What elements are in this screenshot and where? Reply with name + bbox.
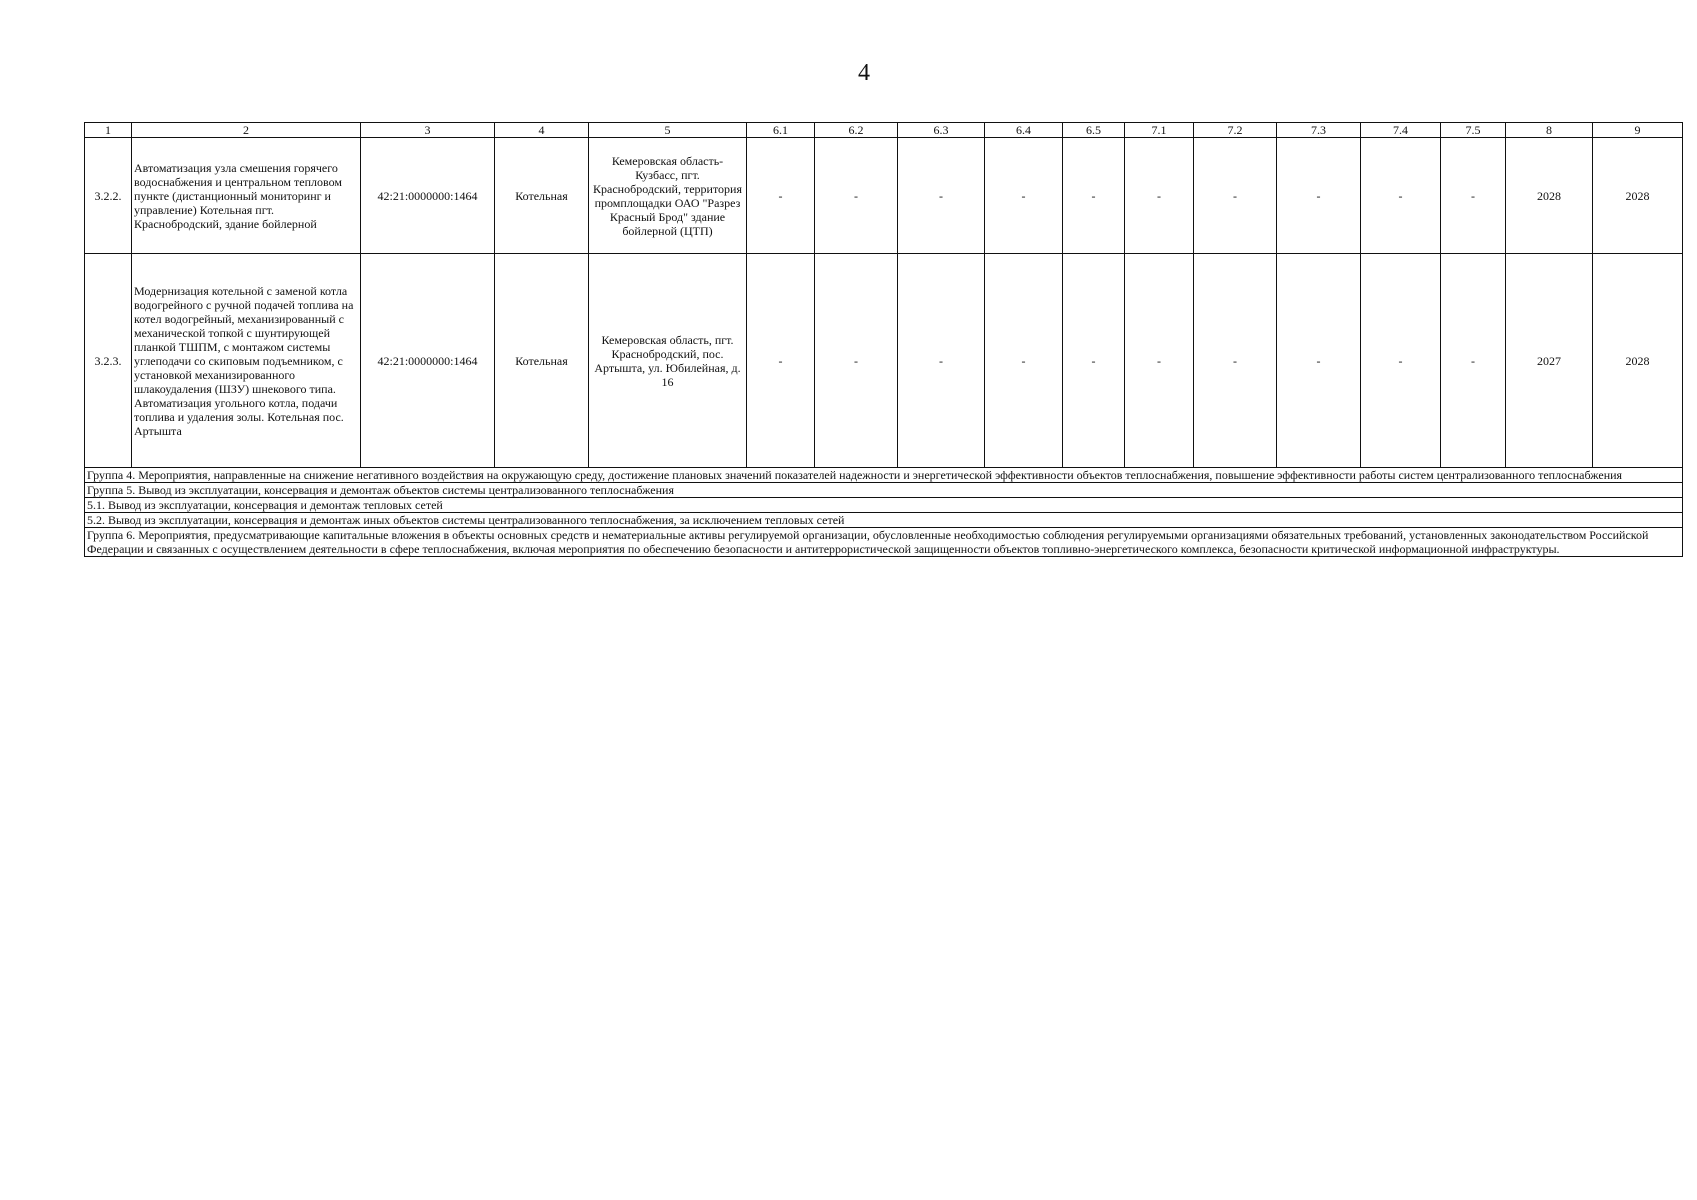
row-cadastral: 42:21:0000000:1464 xyxy=(361,138,495,254)
header-cell: 9 xyxy=(1593,123,1683,138)
row-cell: - xyxy=(1441,254,1506,468)
header-cell: 6.4 xyxy=(985,123,1063,138)
row-description: Модернизация котельной с заменой котла водогрейного с ручной подачей топлива на котел водогрейный, механизированный с механической топкой с шунтирующей планкой ТШПМ, с монтажом системы углеподачи со скиповым подъемником, с установкой механизированного шлакоудаления (ШЗУ) шнекового типа. Автоматизация угольного котла, подачи топлива и удаления золы. Котельная пос. Артышта xyxy=(132,254,361,468)
group-5-text: Группа 5. Вывод из эксплуатации, консервация и демонтаж объектов системы централизованного теплоснабжения xyxy=(85,483,1683,498)
row-cell: - xyxy=(898,254,985,468)
page-number: 4 xyxy=(858,60,870,86)
header-cell: 3 xyxy=(361,123,495,138)
row-cell: - xyxy=(898,138,985,254)
row-cell: - xyxy=(1277,254,1361,468)
group-row xyxy=(85,483,1683,498)
table-row xyxy=(85,138,1683,254)
row-year-start: 2028 xyxy=(1506,138,1593,254)
row-address: Кемеровская область, пгт. Краснобродский, пос. Артышта, ул. Юбилейная, д. 16 xyxy=(589,254,747,468)
header-cell: 8 xyxy=(1506,123,1593,138)
header-cell: 5 xyxy=(589,123,747,138)
row-cell: - xyxy=(1063,254,1125,468)
row-year-end: 2028 xyxy=(1593,254,1683,468)
header-cell: 7.2 xyxy=(1194,123,1277,138)
row-address: Кемеровская область-Кузбасс, пгт. Краснобродский, территория промплощадки ОАО "Разрез Красный Брод" здание бойлерной (ЦТП) xyxy=(589,138,747,254)
header-cell: 4 xyxy=(495,123,589,138)
measures-table xyxy=(84,122,1683,557)
header-cell: 6.3 xyxy=(898,123,985,138)
table-row xyxy=(85,254,1683,468)
row-cell: - xyxy=(1361,138,1441,254)
header-cell: 6.5 xyxy=(1063,123,1125,138)
row-cell: - xyxy=(747,254,815,468)
row-cell: - xyxy=(747,138,815,254)
header-cell: 6.1 xyxy=(747,123,815,138)
group-row xyxy=(85,528,1683,557)
row-number: 3.2.3. xyxy=(85,254,132,468)
row-number: 3.2.2. xyxy=(85,138,132,254)
row-cell: - xyxy=(985,138,1063,254)
row-year-start: 2027 xyxy=(1506,254,1593,468)
header-cell: 7.1 xyxy=(1125,123,1194,138)
group-row xyxy=(85,498,1683,513)
row-cell: - xyxy=(1441,138,1506,254)
group-5-1-text: 5.1. Вывод из эксплуатации, консервация и демонтаж тепловых сетей xyxy=(85,498,1683,513)
header-row xyxy=(85,123,1683,138)
header-cell: 1 xyxy=(85,123,132,138)
header-cell: 6.2 xyxy=(815,123,898,138)
row-year-end: 2028 xyxy=(1593,138,1683,254)
header-cell: 7.4 xyxy=(1361,123,1441,138)
group-6-text: Группа 6. Мероприятия, предусматривающие капитальные вложения в объекты основных средств и нематериальные активы регулируемой организации, обусловленные необходимостью соблюдения регулируемыми организациями обязательных требований, установленных законодательством Российской Федерации и связанных с осуществлением деятельности в сфере теплоснабжения, включая мероприятия по обеспечению безопасности и антитеррористической защищенности объектов топливно-энергетического комплекса, безопасности критической информационной инфраструктуры. xyxy=(85,528,1683,557)
row-cadastral: 42:21:0000000:1464 xyxy=(361,254,495,468)
row-description: Автоматизация узла смешения горячего водоснабжения и центральном тепловом пункте (дистанционный мониторинг и управление) Котельная пгт. Краснобродский, здание бойлерной xyxy=(132,138,361,254)
header-cell: 2 xyxy=(132,123,361,138)
row-cell: - xyxy=(1277,138,1361,254)
row-object: Котельная xyxy=(495,138,589,254)
row-cell: - xyxy=(1125,254,1194,468)
row-cell: - xyxy=(1125,138,1194,254)
group-row xyxy=(85,513,1683,528)
row-cell: - xyxy=(1361,254,1441,468)
row-cell: - xyxy=(1194,254,1277,468)
row-cell: - xyxy=(815,254,898,468)
row-cell: - xyxy=(815,138,898,254)
row-cell: - xyxy=(1194,138,1277,254)
group-5-2-text: 5.2. Вывод из эксплуатации, консервация и демонтаж иных объектов системы централизованного теплоснабжения, за исключением тепловых сетей xyxy=(85,513,1683,528)
group-row xyxy=(85,468,1683,483)
group-4-text: Группа 4. Мероприятия, направленные на снижение негативного воздействия на окружающую среду, достижение плановых значений показателей надежности и энергетической эффективности объектов теплоснабжения, повышение эффективности работы систем централизованного теплоснабжения xyxy=(85,468,1683,483)
header-cell: 7.5 xyxy=(1441,123,1506,138)
row-object: Котельная xyxy=(495,254,589,468)
row-cell: - xyxy=(985,254,1063,468)
row-cell: - xyxy=(1063,138,1125,254)
header-cell: 7.3 xyxy=(1277,123,1361,138)
